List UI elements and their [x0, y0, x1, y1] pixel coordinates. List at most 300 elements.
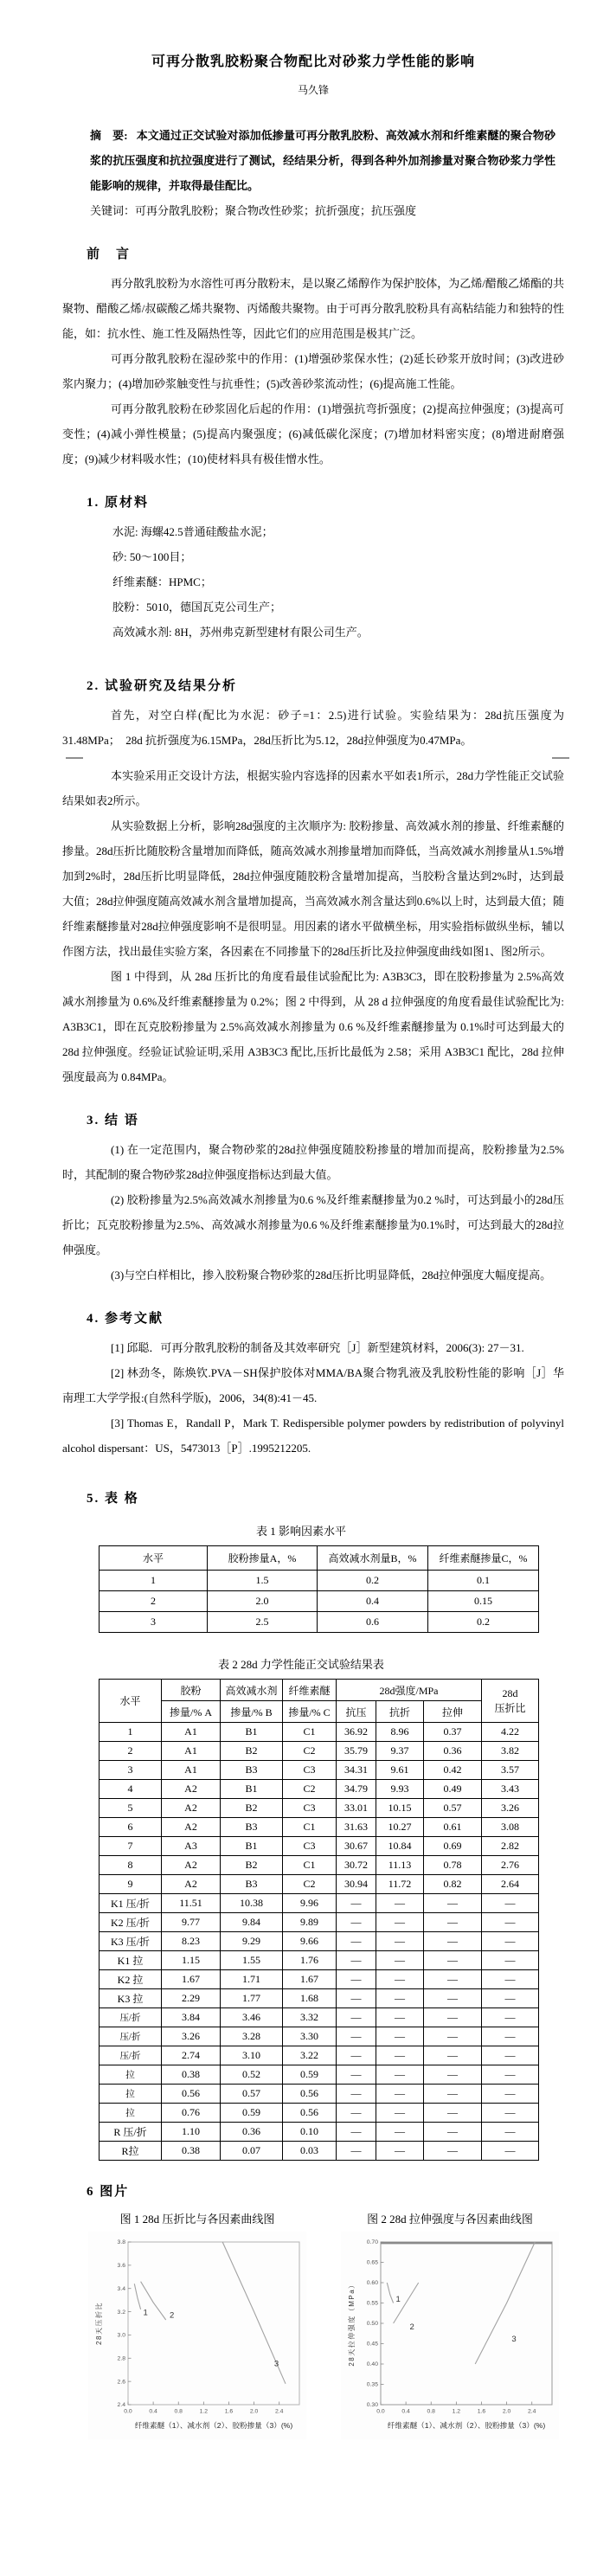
table-row: [100, 1612, 539, 1633]
table-row: [100, 2085, 539, 2104]
column-header: 纤维素醚掺量C，%: [428, 1546, 539, 1571]
cell: 0.69: [424, 1837, 482, 1856]
cell: 3.84: [162, 2008, 221, 2027]
svg-text:0.8: 0.8: [427, 2408, 435, 2415]
experiment-paragraphs-2: [62, 763, 564, 1089]
cell: —: [482, 2104, 539, 2123]
cell: 0.38: [162, 2065, 221, 2085]
table-row: [100, 2123, 539, 2142]
materials-list: [62, 519, 564, 645]
column-header: 胶粉掺量A，%: [208, 1546, 318, 1571]
table-row: [100, 1799, 539, 1818]
cell: —: [376, 2085, 424, 2104]
cell: —: [337, 1970, 376, 1989]
col-superplasticizer: 高效减水剂: [221, 1680, 283, 1701]
svg-text:0.8: 0.8: [174, 2408, 183, 2415]
conclusion-paragraphs: [62, 1137, 564, 1288]
conclusion-item: (3)与空白样相比，掺入胶粉聚合物砂浆的28d压折比明显降低，28d拉伸强度大幅度提高。: [111, 1269, 552, 1282]
table-row: [100, 1894, 539, 1913]
figure2-caption: 图 2 28d 拉伸强度与各因素曲线图: [367, 2213, 533, 2226]
svg-text:0.60: 0.60: [366, 2280, 378, 2287]
cell: 3.30: [283, 2027, 337, 2046]
reference-item: [3] Thomas E，Randall P，Mark T. Redispersible polymer powders by redistribution of polyvinyl alcohol dispersant：US，5473013［P］.1995212205.: [62, 1416, 564, 1455]
material-item: 高效减水剂: 8H，苏州弗克新型建材有限公司生产。: [112, 626, 369, 639]
cell: —: [482, 1913, 539, 1932]
svg-text:2.4: 2.4: [527, 2408, 536, 2415]
cell: —: [376, 2065, 424, 2085]
cell: —: [376, 1932, 424, 1951]
svg-text:3.8: 3.8: [117, 2239, 125, 2246]
col-ratio-line2: 压折比: [494, 1701, 526, 1714]
reference-list: [62, 1335, 564, 1461]
cell: —: [482, 1989, 539, 2008]
table-row: [100, 1780, 539, 1799]
col-compressive: 抗压: [337, 1701, 376, 1723]
material-item: 胶粉：5010，德国瓦克公司生产；: [112, 601, 282, 613]
cell: 0.07: [221, 2142, 283, 2161]
abstract-label: 摘 要:: [90, 129, 128, 142]
section-heading-preface: 前 言: [87, 247, 132, 261]
table-row: [100, 1818, 539, 1837]
cell: 35.79: [337, 1742, 376, 1761]
table-row: [100, 1723, 539, 1742]
cell: —: [424, 1894, 482, 1913]
table-row: [100, 1913, 539, 1932]
cell: A1: [162, 1723, 221, 1742]
col-ratio-line1: 28d: [502, 1686, 518, 1699]
cell: A2: [162, 1818, 221, 1837]
table1-header: [100, 1546, 539, 1571]
cell: —: [424, 2142, 482, 2161]
col-flexural: 抗折: [376, 1701, 424, 1723]
cell: 0.82: [424, 1875, 482, 1894]
table-row: [100, 1970, 539, 1989]
svg-text:1.6: 1.6: [224, 2408, 234, 2415]
experiment-paragraphs-1: [62, 703, 564, 753]
col-strength-group: 28d强度/MPa: [337, 1680, 482, 1701]
svg-text:3.6: 3.6: [117, 2263, 125, 2270]
svg-text:0.0: 0.0: [124, 2408, 132, 2415]
cell: 2.76: [482, 1856, 539, 1875]
cell: —: [482, 1970, 539, 1989]
cell: B1: [221, 1723, 283, 1742]
cell: K1 拉: [100, 1951, 162, 1970]
orthogonal-results-table: [99, 1679, 539, 2161]
cell: A1: [162, 1761, 221, 1780]
cell: 2.64: [482, 1875, 539, 1894]
table-row: [100, 2142, 539, 2161]
cell: —: [482, 2008, 539, 2027]
figures-row: [88, 2210, 564, 2439]
svg-text:0.50: 0.50: [366, 2321, 378, 2328]
table1-caption: 表 1 影响因素水平: [255, 1525, 346, 1538]
svg-text:3: 3: [511, 2335, 517, 2345]
cell: 0.4: [318, 1591, 428, 1612]
page-break-dash-right: [552, 757, 569, 759]
cell: 2.5: [208, 1612, 318, 1633]
cell: —: [424, 2123, 482, 2142]
table-row: [100, 1875, 539, 1894]
cell: —: [376, 1970, 424, 1989]
cell: 3.82: [482, 1742, 539, 1761]
cell: —: [482, 2065, 539, 2085]
cell: 1.67: [283, 1970, 337, 1989]
cell: 0.56: [283, 2085, 337, 2104]
table-row: [100, 1591, 539, 1612]
svg-text:0.35: 0.35: [366, 2381, 378, 2388]
col-superplasticizer-sub: 掺量/% B: [221, 1701, 283, 1723]
cell: K1 压/折: [100, 1894, 162, 1913]
cell: —: [482, 1894, 539, 1913]
figure2: [341, 2210, 559, 2439]
cell: 0.78: [424, 1856, 482, 1875]
cell: —: [424, 1913, 482, 1932]
material-item: 水泥: 海螺42.5普通硅酸盐水泥；: [112, 525, 273, 538]
paragraph: 首先，对空白样(配比为水泥：砂子=1：2.5)进行试验。实验结果为：28d抗压强度为31.48MPa； 28d 抗折强度为6.15MPa，28d压折比为5.12，28d拉伸强度为0.47MPa。: [62, 709, 564, 747]
cell: 8: [100, 1856, 162, 1875]
cell: 1.68: [283, 1989, 337, 2008]
svg-text:1: 1: [143, 2308, 148, 2318]
cell: 11.13: [376, 1856, 424, 1875]
table1-body: [100, 1571, 539, 1633]
table-row: [100, 1856, 539, 1875]
cell: C3: [283, 1799, 337, 1818]
cell: 11.72: [376, 1875, 424, 1894]
table-row: [100, 1761, 539, 1780]
cell: 4: [100, 1780, 162, 1799]
svg-text:纤维素醚（1）、减水剂（2）、胶粉掺量（3）(%): 纤维素醚（1）、减水剂（2）、胶粉掺量（3）(%): [387, 2421, 546, 2430]
cell: 0.59: [221, 2104, 283, 2123]
cell: 2: [100, 1591, 208, 1612]
cell: —: [337, 2104, 376, 2123]
cell: 10.15: [376, 1799, 424, 1818]
svg-text:2.4: 2.4: [117, 2402, 125, 2409]
svg-text:2: 2: [409, 2322, 414, 2332]
cell: 0.36: [221, 2123, 283, 2142]
svg-text:3.4: 3.4: [117, 2285, 125, 2292]
svg-text:1.6: 1.6: [477, 2408, 486, 2415]
cell: 30.67: [337, 1837, 376, 1856]
cell: C3: [283, 1837, 337, 1856]
cell: C2: [283, 1780, 337, 1799]
material-item: 砂: 50～100目；: [112, 550, 192, 563]
cell: 拉: [100, 2104, 162, 2123]
col-powder-sub: 掺量/% A: [162, 1701, 221, 1723]
cell: —: [337, 2065, 376, 2085]
cell: C1: [283, 1818, 337, 1837]
cell: —: [482, 2085, 539, 2104]
cell: —: [337, 2027, 376, 2046]
svg-text:0.40: 0.40: [366, 2361, 378, 2368]
cell: 2: [100, 1742, 162, 1761]
svg-text:3.0: 3.0: [117, 2332, 125, 2339]
cell: 0.76: [162, 2104, 221, 2123]
table-row: [100, 1932, 539, 1951]
col-cellulose-ether: 纤维素醚: [283, 1680, 337, 1701]
table-row: [100, 1989, 539, 2008]
cell: 3.32: [283, 2008, 337, 2027]
cell: 拉: [100, 2085, 162, 2104]
cell: 3: [100, 1612, 208, 1633]
cell: K2 压/折: [100, 1913, 162, 1932]
cell: B3: [221, 1818, 283, 1837]
cell: 6: [100, 1818, 162, 1837]
cell: 3.22: [283, 2046, 337, 2065]
cell: B3: [221, 1761, 283, 1780]
cell: —: [482, 2027, 539, 2046]
cell: A3: [162, 1837, 221, 1856]
cell: 0.59: [283, 2065, 337, 2085]
cell: A1: [162, 1742, 221, 1761]
cell: 3: [100, 1761, 162, 1780]
page-break-marker: [62, 755, 564, 761]
cell: 0.61: [424, 1818, 482, 1837]
cell: —: [376, 2142, 424, 2161]
cell: 36.92: [337, 1723, 376, 1742]
svg-text:0.45: 0.45: [366, 2341, 378, 2348]
cell: 1.15: [162, 1951, 221, 1970]
cell: 0.57: [221, 2085, 283, 2104]
svg-text:纤维素醚（1）、减水剂（2）、胶粉掺量（3）(%): 纤维素醚（1）、减水剂（2）、胶粉掺量（3）(%): [134, 2421, 293, 2430]
table-row: [100, 2065, 539, 2085]
cell: 压/折: [100, 2008, 162, 2027]
abstract: [90, 123, 555, 198]
cell: —: [482, 1932, 539, 1951]
cell: 0.37: [424, 1723, 482, 1742]
cell: 压/折: [100, 2046, 162, 2065]
svg-text:1.2: 1.2: [452, 2408, 461, 2415]
cell: 34.79: [337, 1780, 376, 1799]
svg-text:0.65: 0.65: [366, 2259, 378, 2266]
cell: —: [337, 1913, 376, 1932]
cell: C2: [283, 1742, 337, 1761]
cell: 3.43: [482, 1780, 539, 1799]
cell: C1: [283, 1856, 337, 1875]
paper-author: 马久锋: [297, 84, 329, 96]
cell: B2: [221, 1799, 283, 1818]
cell: —: [337, 2085, 376, 2104]
cell: K2 拉: [100, 1970, 162, 1989]
table2-caption: 表 2 28d 力学性能正交试验结果表: [218, 1658, 384, 1671]
cell: 9: [100, 1875, 162, 1894]
cell: —: [376, 2008, 424, 2027]
cell: B1: [221, 1837, 283, 1856]
cell: A2: [162, 1856, 221, 1875]
cell: 1.77: [221, 1989, 283, 2008]
cell: C2: [283, 1875, 337, 1894]
cell: 3.28: [221, 2027, 283, 2046]
cell: 10.27: [376, 1818, 424, 1837]
cell: —: [424, 2065, 482, 2085]
cell: —: [337, 2142, 376, 2161]
figure1-chart: [88, 2232, 306, 2439]
figure1-caption: 图 1 28d 压折比与各因素曲线图: [119, 2213, 275, 2226]
cell: 1.67: [162, 1970, 221, 1989]
col-level: 水平: [100, 1680, 162, 1723]
cell: 31.63: [337, 1818, 376, 1837]
cell: 1.71: [221, 1970, 283, 1989]
cell: —: [376, 1913, 424, 1932]
cell: 0.2: [428, 1612, 539, 1633]
section-heading-conclusion: 3. 结 语: [87, 1114, 139, 1127]
cell: 8.23: [162, 1932, 221, 1951]
cell: 30.72: [337, 1856, 376, 1875]
cell: —: [424, 2008, 482, 2027]
page-break-dash-left: [66, 757, 83, 759]
cell: A2: [162, 1799, 221, 1818]
paragraph: 可再分散乳胶粉在湿砂浆中的作用：(1)增强砂浆保水性；(2)延长砂浆开放时间；(3)改进砂浆内聚力；(4)增加砂浆触变性与抗垂性；(5)改善砂浆流动性；(6)提高施工性能。: [62, 352, 564, 390]
cell: 1: [100, 1723, 162, 1742]
svg-text:2.4: 2.4: [274, 2408, 284, 2415]
cell: 8.96: [376, 1723, 424, 1742]
cell: 7: [100, 1837, 162, 1856]
paragraph: 图 1 中得到，从 28d 压折比的角度看最佳试验配比为: A3B3C3，即在胶粉掺量为 2.5%高效减水剂掺量为 0.6%及纤维素醚掺量为 0.2%；图 2 中得到，从 28 d 拉伸强度的角度看最佳试验配比为: A3B3C1，即在瓦克胶粉掺量为 2.5%高效减水剂掺量为 0.6 %及纤维素醚掺量为 0.1%时可达到最大的 28d 拉伸强度。经验证试验证明,采用 A3B3C3 配比,压折比最低为 2.58；采用 A3B3C1 配比，28d 拉伸强度最高为 0.84MPa。: [62, 970, 564, 1083]
cell: —: [424, 1989, 482, 2008]
table-row: [100, 2104, 539, 2123]
svg-text:2.0: 2.0: [249, 2408, 259, 2415]
cell: —: [424, 2046, 482, 2065]
cell: —: [424, 1932, 482, 1951]
cell: 9.93: [376, 1780, 424, 1799]
cell: K3 拉: [100, 1989, 162, 2008]
reference-item: [2] 林劲冬，陈焕钦.PVA－SH保护胶体对MMA/BA聚合物乳液及乳胶粉性能的影响［J］华南理工大学学报:(自然科学版)，2006，34(8):41－45.: [62, 1366, 564, 1404]
col-cellulose-ether-sub: 掺量/% C: [283, 1701, 337, 1723]
paper-title: 可再分散乳胶粉聚合物配比对砂浆力学性能的影响: [151, 55, 475, 69]
cell: 1.76: [283, 1951, 337, 1970]
paragraph: 可再分散乳胶粉在砂浆固化后起的作用：(1)增强抗弯折强度；(2)提高拉伸强度；(3)提高可变性；(4)减小弹性模量；(5)提高内聚强度；(6)减低碳化深度；(7)增加材料密实度；(8)增进耐磨强度；(9)减少材料吸水性；(10)使材料具有极佳憎水性。: [62, 402, 564, 466]
cell: 0.15: [428, 1591, 539, 1612]
cell: 3.10: [221, 2046, 283, 2065]
cell: —: [376, 2104, 424, 2123]
cell: 3.46: [221, 2008, 283, 2027]
svg-text:0.70: 0.70: [366, 2239, 378, 2246]
table-row: [100, 1837, 539, 1856]
conclusion-item: (1) 在一定范围内，聚合物砂浆的28d拉伸强度随胶粉掺量的增加而提高，胶粉掺量为2.5%时，其配制的聚合物砂浆28d拉伸强度指标达到最大值。: [62, 1143, 564, 1181]
conclusion-item: (2) 胶粉掺量为2.5%高效减水剂掺量为0.6 %及纤维素醚掺量为0.2 %时，可达到最小的28d压折比；瓦克胶粉掺量为2.5%、高效减水剂掺量为0.6 %及纤维素醚掺量为0.1%时，可达到最大的28d拉伸强度。: [62, 1193, 564, 1256]
cell: 0.1: [428, 1571, 539, 1591]
cell: 0.49: [424, 1780, 482, 1799]
table2-header-row1: [100, 1680, 539, 1701]
column-header: 高效减水剂量B，%: [318, 1546, 428, 1571]
cell: 10.84: [376, 1837, 424, 1856]
cell: 1.10: [162, 2123, 221, 2142]
cell: 0.10: [283, 2123, 337, 2142]
svg-text:0.0: 0.0: [376, 2408, 385, 2415]
svg-text:2.8: 2.8: [117, 2355, 125, 2362]
cell: 2.0: [208, 1591, 318, 1612]
abstract-text: 本文通过正交试验对添加低掺量可再分散乳胶粉、高效减水剂和纤维素醚的聚合物砂浆的抗压强度和抗拉强度进行了测试，经结果分析，得到各种外加剂掺量对聚合物砂浆力学性能影响的规律，并取得最佳配比。: [90, 129, 555, 192]
cell: 2.82: [482, 1837, 539, 1856]
cell: A2: [162, 1780, 221, 1799]
cell: A2: [162, 1875, 221, 1894]
cell: —: [482, 2142, 539, 2161]
svg-text:3: 3: [273, 2359, 279, 2369]
cell: B1: [221, 1780, 283, 1799]
col-ratio: [482, 1680, 539, 1723]
cell: —: [337, 1989, 376, 2008]
svg-text:0.4: 0.4: [401, 2408, 410, 2415]
cell: —: [424, 1970, 482, 1989]
cell: —: [376, 1951, 424, 1970]
cell: —: [482, 2123, 539, 2142]
material-item: 纤维素醚：HPMC；: [112, 575, 212, 588]
cell: 4.22: [482, 1723, 539, 1742]
cell: 3.57: [482, 1761, 539, 1780]
table-header-row: [100, 1546, 539, 1571]
figure2-chart: [341, 2232, 559, 2439]
cell: 33.01: [337, 1799, 376, 1818]
cell: 0.36: [424, 1742, 482, 1761]
keywords: 关键词：可再分散乳胶粉；聚合物改性砂浆；抗折强度；抗压强度: [90, 204, 417, 217]
cell: 9.96: [283, 1894, 337, 1913]
table-row: [100, 2027, 539, 2046]
col-tensile: 拉伸: [424, 1701, 482, 1723]
cell: 0.56: [162, 2085, 221, 2104]
cell: 10.38: [221, 1894, 283, 1913]
cell: 9.29: [221, 1932, 283, 1951]
cell: 0.2: [318, 1571, 428, 1591]
table-row: [100, 1951, 539, 1970]
cell: 0.52: [221, 2065, 283, 2085]
cell: 3.26: [162, 2027, 221, 2046]
cell: 1.55: [221, 1951, 283, 1970]
section-heading-experiment: 2. 试验研究及结果分析: [87, 679, 238, 693]
cell: R 压/折: [100, 2123, 162, 2142]
cell: C3: [283, 1761, 337, 1780]
cell: 9.77: [162, 1913, 221, 1932]
cell: B3: [221, 1875, 283, 1894]
table-row: [100, 1742, 539, 1761]
cell: —: [424, 2085, 482, 2104]
cell: 0.42: [424, 1761, 482, 1780]
cell: —: [337, 1951, 376, 1970]
cell: 9.61: [376, 1761, 424, 1780]
cell: —: [482, 1951, 539, 1970]
section-heading-figures: 6 图片: [87, 2185, 130, 2199]
reference-item: [1] 邱聪．可再分散乳胶粉的制备及其效率研究［J］新型建筑材料，2006(3): 27－31.: [111, 1341, 524, 1354]
cell: K3 压/折: [100, 1932, 162, 1951]
cell: 拉: [100, 2065, 162, 2085]
cell: —: [424, 1951, 482, 1970]
preface-paragraphs: [62, 271, 564, 472]
cell: 1: [100, 1571, 208, 1591]
cell: 0.6: [318, 1612, 428, 1633]
cell: —: [376, 1989, 424, 2008]
table2-header: [100, 1680, 539, 1723]
paragraph: 从实验数据上分析，影响28d强度的主次顺序为: 胶粉掺量、高效减水剂的掺量、纤维素醚的掺量。28d压折比随胶粉含量增加而降低，随高效减水剂掺量增加而降低，当高效减水剂掺量从1.5%增加到2%时，28d压折比明显降低，28d拉伸强度随胶粉含量增加提高，当胶粉含量达到2%时，达到最大值；28d拉伸强度随高效减水剂含量增加提高，当高效减水剂含量达到0.6%以上时，达到最大值；随纤维素醚掺量对28d拉伸强度影响不是很明显。用因素的诸水平做横坐标，用实验指标做纵坐标，辅以作图方法，找出最佳实验方案，各因素在不同掺量下的28d压折比及拉伸强度曲线如图1、图2所示。: [62, 819, 564, 958]
table-row: [100, 2046, 539, 2065]
cell: 9.66: [283, 1932, 337, 1951]
cell: 0.38: [162, 2142, 221, 2161]
paragraph: 本实验采用正交设计方法，根据实验内容选择的因素水平如表1所示，28d力学性能正交试验结果如表2所示。: [62, 769, 564, 807]
cell: —: [376, 2027, 424, 2046]
section-heading-tables: 5. 表 格: [87, 1492, 139, 1506]
cell: —: [337, 1894, 376, 1913]
cell: —: [337, 1932, 376, 1951]
cell: 0.03: [283, 2142, 337, 2161]
cell: 3.08: [482, 1818, 539, 1837]
figure1: [88, 2210, 306, 2439]
factor-level-table: [99, 1545, 539, 1633]
svg-text:28天压折比: 28天压折比: [95, 2302, 103, 2345]
cell: 30.94: [337, 1875, 376, 1894]
cell: 0.57: [424, 1799, 482, 1818]
cell: —: [337, 2046, 376, 2065]
paragraph: 再分散乳胶粉为水溶性可再分散粉末，是以聚乙烯醇作为保护胶体，为乙烯/醋酸乙烯酯的共聚物、醋酸乙烯/叔碳酸乙烯共聚物、丙烯酸共聚物。由于可再分散乳胶粉具有高粘结能力和独特的性能，如：抗水性、施工性及隔热性等，因此它们的应用范围是极其广泛。: [62, 277, 564, 340]
table2-body: [100, 1723, 539, 2161]
cell: 9.89: [283, 1913, 337, 1932]
cell: 压/折: [100, 2027, 162, 2046]
